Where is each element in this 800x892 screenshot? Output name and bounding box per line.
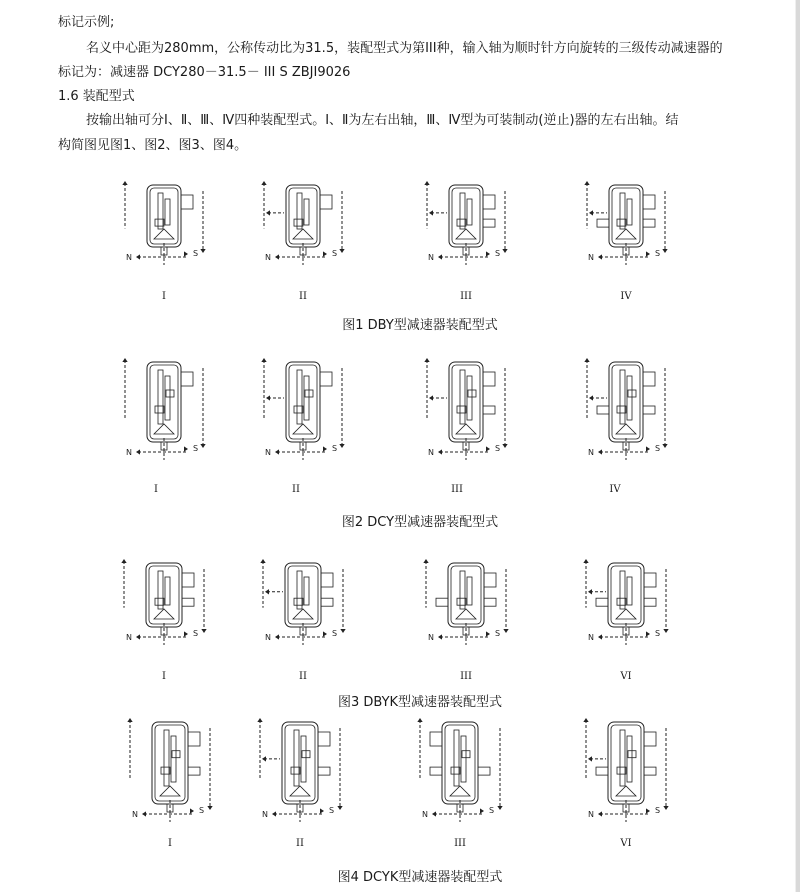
arrow-up — [417, 718, 422, 722]
label-s: S — [495, 629, 501, 638]
gearbox-casing — [442, 722, 478, 804]
label-s: S — [655, 444, 661, 453]
label-n: N — [126, 448, 132, 457]
label-s: S — [655, 249, 661, 258]
arrow-up — [257, 718, 262, 722]
inner-shaft — [454, 730, 459, 786]
right-shaft — [188, 767, 200, 775]
inner-shaft-2 — [301, 736, 306, 782]
label-s: S — [332, 629, 338, 638]
figure-2-label-3: III — [451, 484, 463, 495]
label-n: N — [428, 448, 434, 457]
label-s: S — [193, 629, 199, 638]
input-shaft-left — [430, 732, 442, 746]
input-shaft — [644, 732, 656, 746]
label-n: N — [265, 448, 271, 457]
label-s: S — [489, 806, 495, 815]
gearbox-casing — [152, 722, 188, 804]
label-n: N — [126, 633, 132, 642]
arrow-n — [598, 811, 602, 816]
left-shaft — [430, 767, 442, 775]
label-n: N — [262, 810, 268, 819]
gearbox-casing — [608, 722, 644, 804]
bevel-gear — [616, 786, 636, 796]
input-shaft — [188, 732, 200, 746]
section-heading: 1.6 装配型式 — [58, 89, 135, 104]
figure-1-label-1: I — [162, 291, 166, 302]
bevel-gear — [290, 786, 310, 796]
figure-2-label-2: II — [292, 484, 300, 495]
figure-2-caption: 图2 DCY型减速器装配型式 — [341, 515, 499, 530]
figure-3-label-3: III — [460, 671, 472, 682]
arrow-left — [262, 756, 266, 761]
label-n: N — [132, 810, 138, 819]
arrow-n — [272, 811, 276, 816]
label-n: N — [588, 253, 594, 262]
arrow-down — [337, 806, 342, 810]
right-shaft — [644, 767, 656, 775]
arrow-down — [497, 806, 502, 810]
right-shaft — [478, 767, 490, 775]
label-n: N — [428, 253, 434, 262]
label-n: N — [265, 633, 271, 642]
label-n: N — [428, 633, 434, 642]
label-s: S — [495, 444, 501, 453]
label-s: S — [495, 249, 501, 258]
arrow-s — [320, 808, 324, 813]
gearbox-inner-casing — [155, 725, 185, 801]
label-s: S — [655, 629, 661, 638]
figure-1-label-2: II — [299, 291, 307, 302]
gearbox-inner-casing — [445, 725, 475, 801]
figure-2-label-4: IV — [609, 484, 621, 495]
text-line-3: 标记为：减速器 DCY280－31.5－ III S ZBJI9026 — [58, 65, 351, 80]
label-n: N — [422, 810, 428, 819]
arrow-n — [142, 811, 146, 816]
bevel-gear — [160, 786, 180, 796]
arrow-down — [663, 806, 668, 810]
arrow-down — [207, 806, 212, 810]
inner-shaft-2 — [171, 736, 176, 782]
label-s: S — [655, 806, 661, 815]
arrow-s — [480, 808, 484, 813]
left-shaft — [596, 767, 608, 775]
inner-shaft — [620, 730, 625, 786]
figure-2-label-1: I — [154, 484, 158, 495]
arrow-up — [127, 718, 132, 722]
figure-3-label-2: II — [299, 671, 307, 682]
label-n: N — [588, 633, 594, 642]
arrow-s — [190, 808, 194, 813]
text-line-4: 按输出轴可分Ⅰ、Ⅱ、Ⅲ、Ⅳ四种装配型式。Ⅰ、Ⅱ为左右出轴，Ⅲ、Ⅳ型为可装制动(逆止)器的左右出轴。结 — [86, 113, 679, 128]
label-s: S — [199, 806, 205, 815]
label-n: N — [588, 448, 594, 457]
label-s: S — [329, 806, 335, 815]
arrow-left — [588, 756, 592, 761]
arrow-s — [646, 808, 650, 813]
figure-3-label-1: I — [162, 671, 166, 682]
label-n: N — [265, 253, 271, 262]
gearbox-casing — [282, 722, 318, 804]
figure-3-label-4: VI — [620, 671, 632, 682]
bevel-gear — [450, 786, 470, 796]
inner-shaft-2 — [461, 736, 466, 782]
figure-4-label-3: III — [454, 838, 466, 849]
label-s: S — [193, 444, 199, 453]
gearbox-inner-casing — [611, 725, 641, 801]
figure-3-caption: 图3 DBYK型减速器装配型式 — [337, 695, 503, 710]
label-s: S — [332, 444, 338, 453]
inner-shaft-2 — [627, 736, 632, 782]
input-shaft — [318, 732, 330, 746]
label-s: S — [193, 249, 199, 258]
inner-shaft — [294, 730, 299, 786]
right-shaft — [318, 767, 330, 775]
arrow-up — [583, 718, 588, 722]
text-line-5: 构简图见图1、图2、图3、图4。 — [58, 138, 248, 153]
label-n: N — [588, 810, 594, 819]
figure-4-label-1: I — [168, 838, 172, 849]
figure-1-label-4: IV — [620, 291, 632, 302]
figure-1-label-3: III — [460, 291, 472, 302]
figure-1-caption: 图1 DBY型减速器装配型式 — [342, 318, 498, 333]
figure-4-caption: 图4 DCYK型减速器装配型式 — [337, 870, 503, 885]
text-line-2: 名义中心距为280mm，公称传动比为31.5，装配型式为第III种，输入轴为顺时针方向旋转的三级传动减速器的 — [86, 41, 723, 56]
figure-4-label-2: II — [296, 838, 304, 849]
text-line-1: 标记示例; — [58, 15, 115, 30]
inner-shaft — [164, 730, 169, 786]
figure-4-label-4: VI — [620, 838, 632, 849]
arrow-n — [432, 811, 436, 816]
label-n: N — [126, 253, 132, 262]
label-s: S — [332, 249, 338, 258]
gearbox-inner-casing — [285, 725, 315, 801]
